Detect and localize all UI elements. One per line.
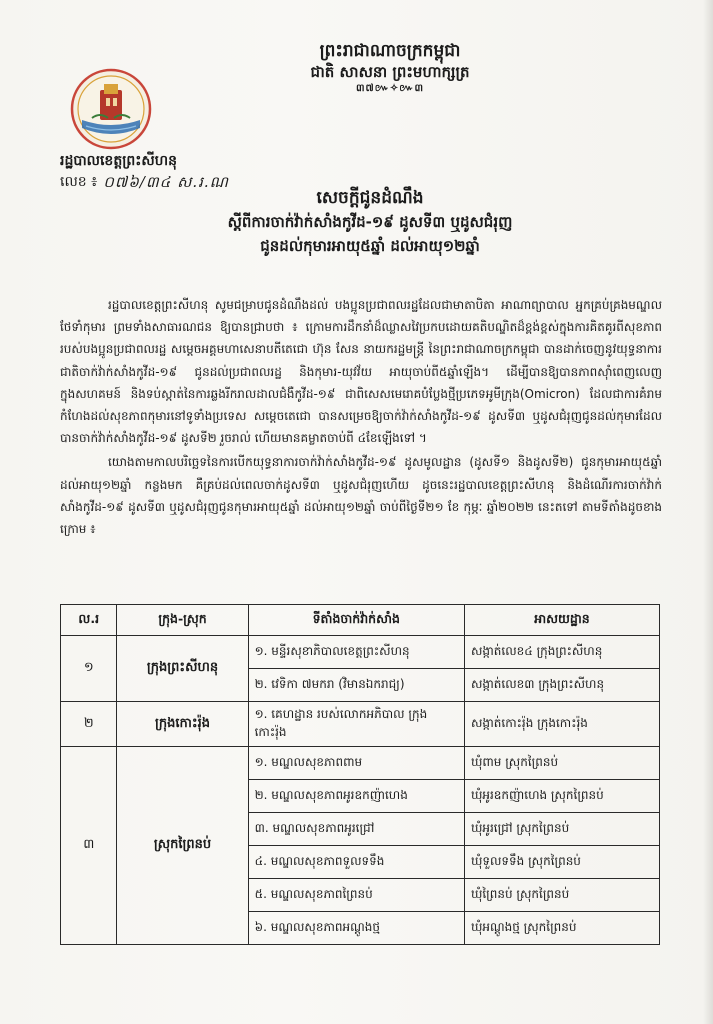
row-site: ២. មណ្ឌលសុខភាពអូរឧកញ៉ាហេង — [248, 780, 464, 813]
national-motto: ជាតិ សាសនា ព្រះមហាក្សត្រ — [310, 63, 470, 81]
row-area: ស្រុកព្រៃនប់ — [117, 747, 248, 945]
body-paragraph-1: រដ្ឋបាលខេត្តព្រះសីហនុ សូមជម្រាបជូនដំណឹងដល់ បងប្អូនប្រជាពលរដ្ឋដែលជាមាតាបិតា អាណាព្យាបាល អ្នកគ្រប់គ្រងមណ្ឌលថែទាំកុមារ ព្រមទាំងសាធារណជន ឱ្យបានជ្រាបថា ៖ ក្រោមការដឹកនាំដ៏ឈ្លាសវៃប្រកបដោយគតិបណ្ឌិតដ៏ខ្ពង់ខ្ពស់ក្នុងការគិតគូរពីសុខភាពរបស់បងប្អូនប្រជាពលរដ្ឋ សម្តេចអគ្គមហាសេនាបតីតេជោ ហ៊ុន សែន នាយករដ្ឋមន្ត្រី នៃព្រះរាជាណាចក្រកម្ពុជា បានដាក់ចេញនូវយុទ្ធនាការជាតិចាក់វ៉ាក់សាំងកូវីដ-១៩ ជូនដល់ប្រជាពលរដ្ឋ និងកុមារ-យុវវ័យ អាយុចាប់ពី៥ឆ្នាំឡើង។ ដើម្បីបានឱ្យបានភាពស៊ាំពេញលេញក្នុងសហគមន៍ និងទប់ស្កាត់នៃការឆ្លងរីករាលដាលជំងឺកូវីដ-១៩ ជាពិសេសមេរោគបំប្លែងថ្មីប្រភេទអូមីក្រុង(Omicron) ដែលជាការគំរាមកំហែងដល់សុខភាពកុមារនៅទូទាំងប្រទេស សម្តេចតេជោ បានសម្រេចឱ្យចាក់វ៉ាក់សាំងកូវីដ-១៩ ដូសទី៣ ឬដូសជំរុញជូនដល់កុមារដែលបានចាក់វ៉ាក់សាំងកូវីដ-១៩ ដូសទី២ រួចរាល់ ហើយមានគម្លាតចាប់ពី ៤ខែឡើងទៅ ។ — [60, 298, 662, 446]
header-area: ក្រុង-ស្រុក — [117, 605, 248, 636]
row-address: សង្កាត់លេខ៣ ក្រុងព្រះសីហនុ — [464, 669, 659, 702]
authority-name: រដ្ឋបាលខេត្តព្រះសីហនុ — [60, 153, 177, 169]
kingdom-name: ព្រះរាជាណាចក្រកម្ពុជា — [319, 41, 461, 61]
row-site: ៦. មណ្ឌលសុខភាពអណ្តូងថ្ម — [248, 912, 464, 945]
table-row — [61, 636, 660, 669]
header-address: អាសយដ្ឋាន — [464, 605, 659, 636]
row-site: ១. មណ្ឌលសុខភាពពាម — [248, 747, 464, 780]
row-site: ៣. មណ្ឌលសុខភាពអូរជ្រៅ — [248, 813, 464, 846]
row-address: ឃុំអូរជ្រៅ ស្រុកព្រៃនប់ — [464, 813, 659, 846]
row-number: ៣ — [61, 747, 117, 945]
row-site: ១. មន្ទីរសុខាភិបាលខេត្តព្រះសីហនុ — [248, 636, 464, 669]
row-address: ឃុំពាម ស្រុកព្រៃនប់ — [464, 747, 659, 780]
provincial-seal-logo — [70, 68, 152, 150]
notice-body — [60, 294, 662, 540]
header-number: ល.រ — [61, 605, 117, 636]
row-site: ១. គេហដ្ឋាន របស់លោកអភិបាល ក្រុងកោះរ៉ុង — [248, 702, 464, 747]
header-ornament: ៣៧៚✧៚៣ — [356, 83, 424, 94]
row-site: ៤. មណ្ឌលសុខភាពទួលទទឹង — [248, 846, 464, 879]
row-area: ក្រុងកោះរ៉ុង — [117, 702, 248, 747]
row-address: ឃុំទួលទទឹង ស្រុកព្រៃនប់ — [464, 846, 659, 879]
row-address: សង្កាត់កោះរ៉ុង ក្រុងកោះរ៉ុង — [464, 702, 659, 747]
vaccination-sites-table — [60, 604, 660, 945]
notice-title-line3: ជូនដល់កុមារអាយុ៥ឆ្នាំ ដល់អាយុ១២ឆ្នាំ — [260, 237, 480, 255]
row-site: ២. វេទិកា ៧មករា (វិមានឯករាជ្យ) — [248, 669, 464, 702]
notice-title-line1: សេចក្តីជូនដំណឹង — [316, 188, 424, 208]
page-edge-shadow — [703, 0, 713, 1024]
row-site: ៥. មណ្ឌលសុខភាពព្រៃនប់ — [248, 879, 464, 912]
notice-title-line2: ស្តីពីការចាក់វ៉ាក់សាំងកូវីដ-១៩ ដូសទី៣ ឬដូសជំរុញ — [227, 213, 513, 231]
notice-title — [120, 186, 620, 258]
table-row — [61, 747, 660, 780]
row-address: ឃុំអណ្តូងថ្ម ស្រុកព្រៃនប់ — [464, 912, 659, 945]
reference-number: ០៧៦/៣៤ ស.រ.ណ — [103, 173, 229, 191]
kingdom-header — [230, 40, 550, 96]
header-site: ទីតាំងចាក់វ៉ាក់សាំង — [248, 605, 464, 636]
table-row — [61, 702, 660, 747]
body-paragraph-2: យោងតាមកាលបរិច្ឆេទនៃការបើកយុទ្ធនាការចាក់វ៉ាក់សាំងកូវីដ-១៩ ដូសមូលដ្ឋាន (ដូសទី១ និងដូសទី២) ជូនកុមារអាយុ៥ឆ្នាំ ដល់អាយុ១២ឆ្នាំ កន្លងមក គឺគ្រប់ដល់ពេលចាក់ដូសទី៣ ឬដូសជំរុញហើយ ដូចនេះរដ្ឋបាលខេត្តព្រះសីហនុ និងដំណើរការចាក់វ៉ាក់សាំងកូវីដ-១៩ ដូសទី៣ ឬដូសជំរុញជូនកុមារអាយុ៥ឆ្នាំ ដល់អាយុ១២ឆ្នាំ ចាប់ពីថ្ងៃទី២១ ខែ កុម្ភៈ ឆ្នាំ២០២២ នេះតទៅ តាមទីតាំងដូចខាងក្រោម ៖ — [60, 455, 662, 537]
row-address: ឃុំអូរឧកញ៉ាហេង ស្រុកព្រៃនប់ — [464, 780, 659, 813]
row-number: ១ — [61, 636, 117, 702]
row-address: ឃុំព្រៃនប់ ស្រុកព្រៃនប់ — [464, 879, 659, 912]
table-header-row — [61, 605, 660, 636]
row-number: ២ — [61, 702, 117, 747]
row-area: ក្រុងព្រះសីហនុ — [117, 636, 248, 702]
reference-label: លេខ ៖ — [60, 174, 98, 190]
row-address: សង្កាត់លេខ៤ ក្រុងព្រះសីហនុ — [464, 636, 659, 669]
